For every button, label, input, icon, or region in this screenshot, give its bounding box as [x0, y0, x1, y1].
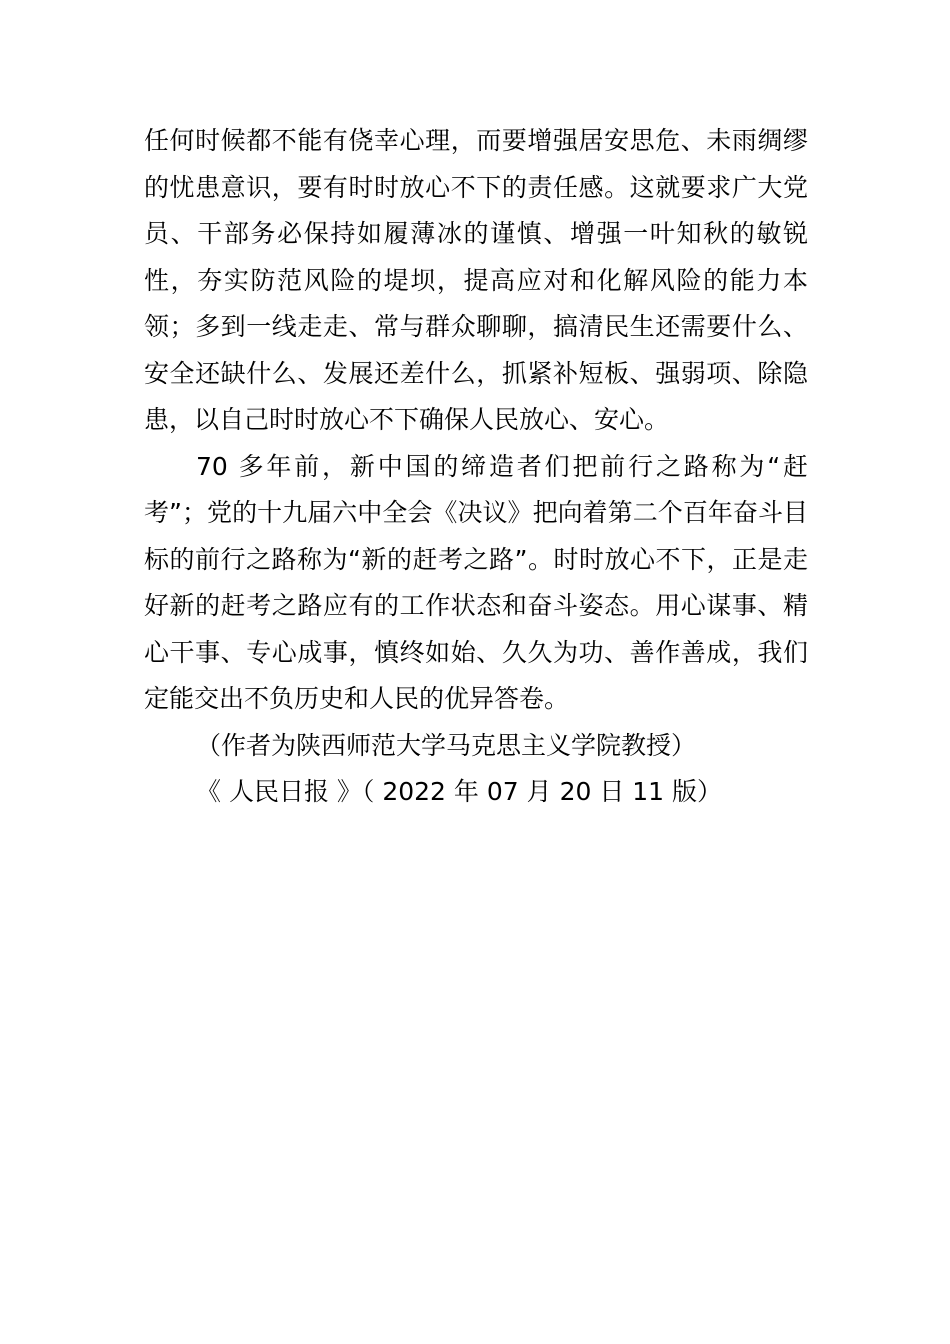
- author-note: （作者为陕西师范大学马克思主义学院教授）: [196, 730, 697, 760]
- source-line: 《 人民日报 》（ 2022 年 07 月 20 日 11 版）: [196, 777, 723, 806]
- paragraph-1: 任何时候都不能有侥幸心理，而要增强居安思危、未雨绸缪的忧患意识，要有时时放心不下的责任感。这就要求广大党员、干部务必保持如履薄冰的谨慎、增强一叶知秋的敏锐性，夯实防范风险的堤坝，提高应对和化解风险的能力本领；多到一线走走、常与群众聊聊，搞清民生还需要什么、安全还缺什么、发展还差什么，抓紧补短板、强弱项、除隐患，以自己时时放心不下确保人民放心、安心。: [144, 126, 808, 434]
- article-body: [144, 118, 808, 816]
- paragraph-2: 70 多年前，新中国的缔造者们把前行之路称为“赶考”；党的十九届六中全会《决议》把向着第二个百年奋斗目标的前行之路称为“新的赶考之路”。时时放心不下，正是走好新的赶考之路应有的工作状态和奋斗姿态。用心谋事、精心干事、专心成事，慎终如始、久久为功、善作善成，我们定能交出不负历史和人民的优异答卷。: [144, 451, 808, 713]
